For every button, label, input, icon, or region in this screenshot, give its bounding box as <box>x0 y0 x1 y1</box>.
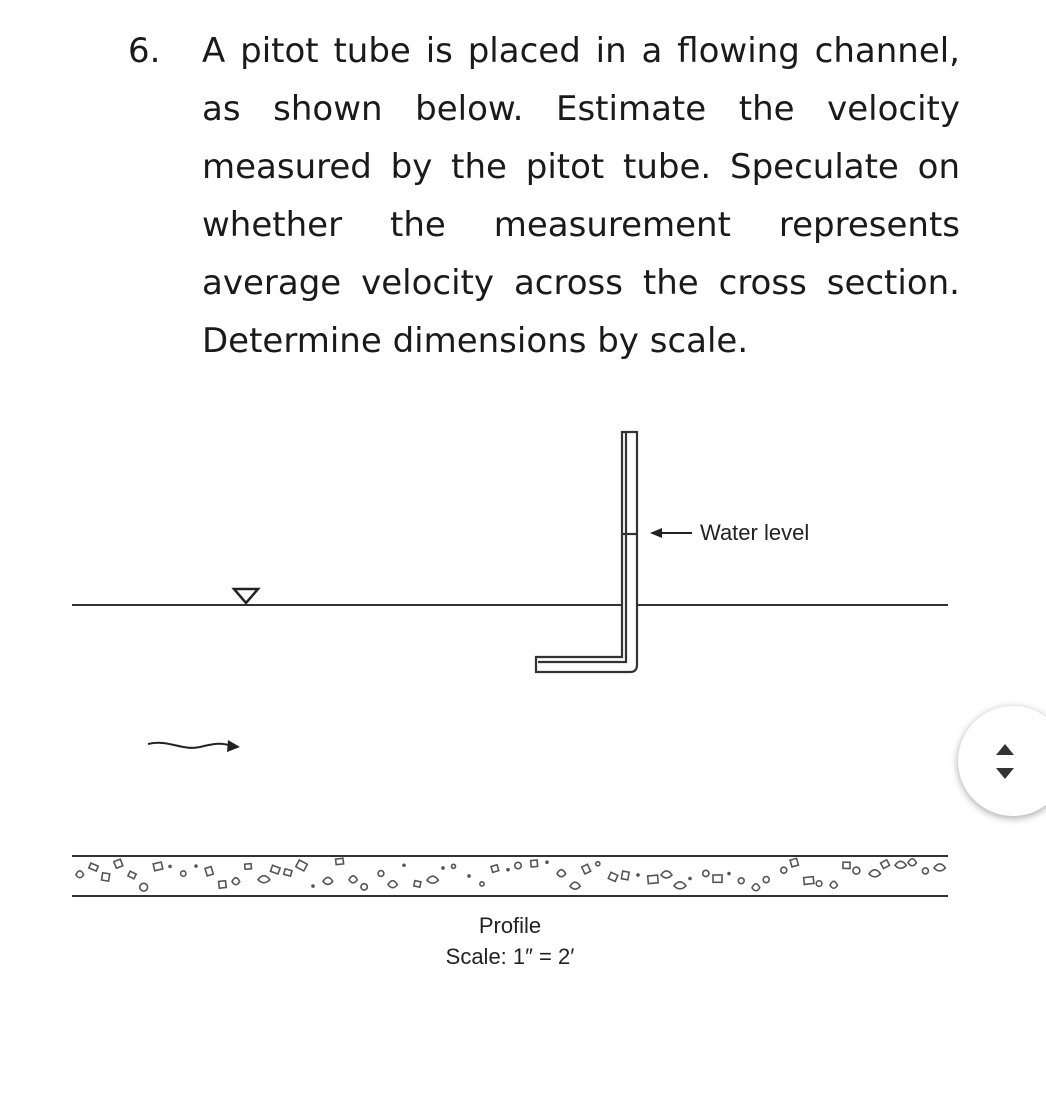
gravel-stone <box>270 865 280 874</box>
gravel-stone <box>922 868 928 874</box>
gravel-stone <box>689 878 691 880</box>
gravel-stone <box>816 881 822 887</box>
gravel-stone <box>403 864 405 866</box>
gravel-stone <box>781 867 787 873</box>
gravel-stone <box>336 858 344 864</box>
water-level-annotation <box>652 520 809 545</box>
gravel-stone <box>361 884 367 890</box>
gravel-stone <box>427 876 438 883</box>
gravel-stone <box>414 881 421 888</box>
gravel-stone <box>596 862 600 866</box>
gravel-stone <box>531 860 538 867</box>
gravel-stone <box>790 858 798 867</box>
gravel-stone <box>169 865 171 867</box>
gravel-stone <box>703 870 709 876</box>
problem-text: A pitot tube is placed in a flowing channel, as shown below. Estimate the velocity measured by the pitot tube. Speculate on whether the measurement represents average velocity across the cross section. Determine dimensions by scale. <box>202 31 960 361</box>
gravel-stone <box>570 882 580 889</box>
gravel-stone <box>468 875 470 877</box>
arrow-down-icon[interactable] <box>996 768 1014 779</box>
gravel-stone <box>546 861 548 863</box>
gravel-stone <box>181 871 186 876</box>
gravel-stone <box>869 870 881 877</box>
gravel-texture <box>76 858 945 891</box>
gravel-stone <box>515 862 521 868</box>
gravel-stone <box>507 869 509 871</box>
gravel-stone <box>853 867 860 874</box>
gravel-stone <box>284 869 292 876</box>
gravel-stone <box>349 876 357 883</box>
gravel-stone <box>480 882 484 886</box>
gravel-stone <box>648 875 658 883</box>
gravel-stone <box>296 860 308 871</box>
flow-direction-arrow-icon <box>148 740 240 752</box>
gravel-stone <box>738 878 744 884</box>
gravel-stone <box>140 883 148 891</box>
arrow-up-icon[interactable] <box>996 744 1014 755</box>
gravel-stone <box>843 862 850 868</box>
gravel-stone <box>323 877 333 884</box>
gravel-stone <box>804 877 814 885</box>
gravel-stone <box>621 871 629 880</box>
gravel-stone <box>763 877 769 883</box>
gravel-stone <box>128 871 136 879</box>
gravel-stone <box>89 863 98 871</box>
gravel-stone <box>661 871 672 878</box>
water-level-label: Water level <box>700 520 810 545</box>
gravel-stone <box>153 862 163 871</box>
gravel-stone <box>908 859 916 866</box>
gravel-stone <box>491 865 499 873</box>
gravel-stone <box>752 884 760 891</box>
gravel-stone <box>76 871 84 878</box>
gravel-stone <box>713 875 722 882</box>
gravel-stone <box>608 872 618 881</box>
gravel-stone <box>881 860 890 869</box>
gravel-stone <box>728 873 730 875</box>
figure-caption-scale: Scale: 1″ = 2′ <box>445 944 575 969</box>
gravel-stone <box>830 881 837 888</box>
gravel-stone <box>378 871 384 877</box>
gravel-stone <box>895 861 906 868</box>
gravel-stone <box>312 885 314 887</box>
channel-bed <box>72 856 948 896</box>
gravel-stone <box>102 873 110 881</box>
gravel-stone <box>219 881 227 888</box>
gravel-stone <box>637 874 639 876</box>
gravel-stone <box>442 867 444 869</box>
free-surface-symbol-icon <box>234 589 258 603</box>
figure-caption-title: Profile <box>478 913 542 938</box>
gravel-stone <box>451 864 455 868</box>
pitot-tube <box>536 432 637 672</box>
gravel-stone <box>582 864 591 874</box>
gravel-stone <box>557 870 566 877</box>
gravel-stone <box>258 876 270 883</box>
problem-number: 6. <box>128 31 161 71</box>
gravel-stone <box>114 859 123 868</box>
gravel-stone <box>674 882 686 889</box>
gravel-stone <box>195 865 197 867</box>
gravel-stone <box>245 864 252 870</box>
gravel-stone <box>205 867 213 876</box>
gravel-stone <box>934 864 945 871</box>
gravel-stone <box>388 881 397 888</box>
gravel-stone <box>232 878 240 885</box>
